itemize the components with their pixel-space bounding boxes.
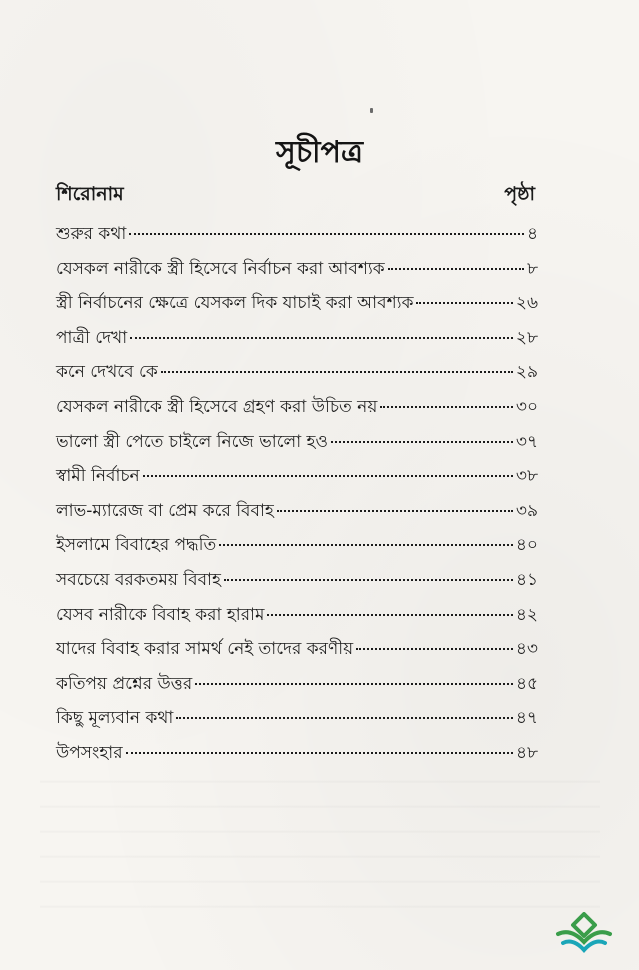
toc-entry	[56, 532, 538, 567]
toc-entry-title: সবচেয়ে বরকতময় বিবাহ	[56, 569, 221, 590]
dot-leader	[224, 579, 513, 581]
toc-entry-page: ৪২	[515, 604, 538, 625]
toc-entry-page: ৩৯	[515, 500, 538, 521]
toc-entry-page: ৩০	[515, 396, 538, 417]
toc-entry	[56, 740, 538, 775]
header-page-column: পৃষ্ঠা	[504, 183, 535, 205]
toc-entry-title: যাদের বিবাহ করার সামর্থ নেই তাদের করণীয়	[56, 639, 354, 660]
toc-entry-title: যেসকল নারীকে স্ত্রী হিসেবে গ্রহণ করা উচিত নয়	[56, 396, 378, 417]
dot-leader	[195, 683, 513, 685]
toc-entry-title: যেসকল নারীকে স্ত্রী হিসেবে নির্বাচন করা আবশ্যক	[56, 258, 385, 279]
toc-entry-page: ৪৩	[515, 639, 538, 660]
toc-entry-title: ইসলামে বিবাহের পদ্ধতি	[56, 535, 217, 556]
book-leaf-logo-icon	[555, 912, 613, 956]
dot-leader	[331, 441, 513, 443]
toc-entry	[56, 602, 538, 637]
dot-leader	[129, 233, 524, 235]
toc-entry-page: ৪৮	[515, 742, 538, 763]
table-of-contents	[56, 221, 538, 775]
toc-entry-title: লাভ-ম্যারেজ বা প্রেম করে বিবাহ	[56, 500, 274, 521]
dot-leader	[356, 648, 513, 650]
toc-entry	[56, 290, 538, 325]
dot-leader	[161, 371, 513, 373]
dot-leader	[388, 268, 524, 270]
dot-leader	[176, 717, 513, 719]
toc-entry	[56, 394, 538, 429]
toc-entry-title: কিছু মূল্যবান কথা	[56, 708, 174, 729]
toc-entry	[56, 463, 538, 498]
toc-entry	[56, 498, 538, 533]
toc-entry-page: ৩৮	[515, 466, 538, 487]
toc-entry	[56, 636, 538, 671]
toc-entry-title: কনে দেখবে কে	[56, 362, 158, 383]
toc-entry-title: স্ত্রী নির্বাচনের ক্ষেত্রে যেসকল দিক যাচাই করা আবশ্যক	[56, 293, 414, 314]
toc-entry	[56, 429, 538, 464]
dot-leader	[277, 510, 513, 512]
toc-entry-page: ৩৭	[515, 431, 538, 452]
toc-entry-page: ৪৫	[515, 673, 538, 694]
toc-header	[56, 180, 535, 210]
show-through-texture	[40, 780, 600, 930]
toc-entry	[56, 325, 538, 360]
toc-entry-title: কতিপয় প্রশ্নের উত্তর	[56, 673, 193, 694]
dot-leader	[143, 475, 513, 477]
dot-leader	[416, 302, 512, 304]
ink-speck	[370, 108, 373, 113]
toc-entry-title: উপসংহার	[56, 742, 123, 763]
toc-entry-page: ৮	[526, 258, 538, 279]
toc-entry-title: পাত্রী দেখা	[56, 327, 128, 348]
toc-entry-page: ২৮	[515, 327, 538, 348]
toc-entry	[56, 256, 538, 291]
toc-entry-title: যেসব নারীকে বিবাহ করা হারাম	[56, 604, 265, 625]
dot-leader	[219, 544, 513, 546]
toc-entry-page: ২৯	[515, 362, 538, 383]
dot-leader	[130, 337, 513, 339]
page-title: সূচীপত্র	[276, 135, 363, 170]
toc-entry-page: ২৬	[515, 293, 538, 314]
dot-leader	[380, 406, 513, 408]
toc-entry	[56, 567, 538, 602]
toc-entry-page: ৪৭	[515, 708, 538, 729]
dot-leader	[267, 614, 512, 616]
dot-leader	[126, 752, 513, 754]
toc-entry-page: ৪	[526, 224, 538, 244]
toc-entry	[56, 705, 538, 740]
toc-entry	[56, 671, 538, 706]
toc-entry	[56, 359, 538, 394]
toc-entry-title: স্বামী নির্বাচন	[56, 466, 140, 487]
toc-entry	[56, 221, 538, 256]
toc-entry-page: ৪০	[515, 535, 538, 556]
header-title-column: শিরোনাম	[56, 183, 124, 205]
toc-entry-page: ৪১	[515, 569, 538, 590]
toc-entry-title: ভালো স্ত্রী পেতে চাইলে নিজে ভালো হও	[56, 431, 328, 452]
toc-entry-title: শুরুর কথা	[56, 224, 127, 244]
